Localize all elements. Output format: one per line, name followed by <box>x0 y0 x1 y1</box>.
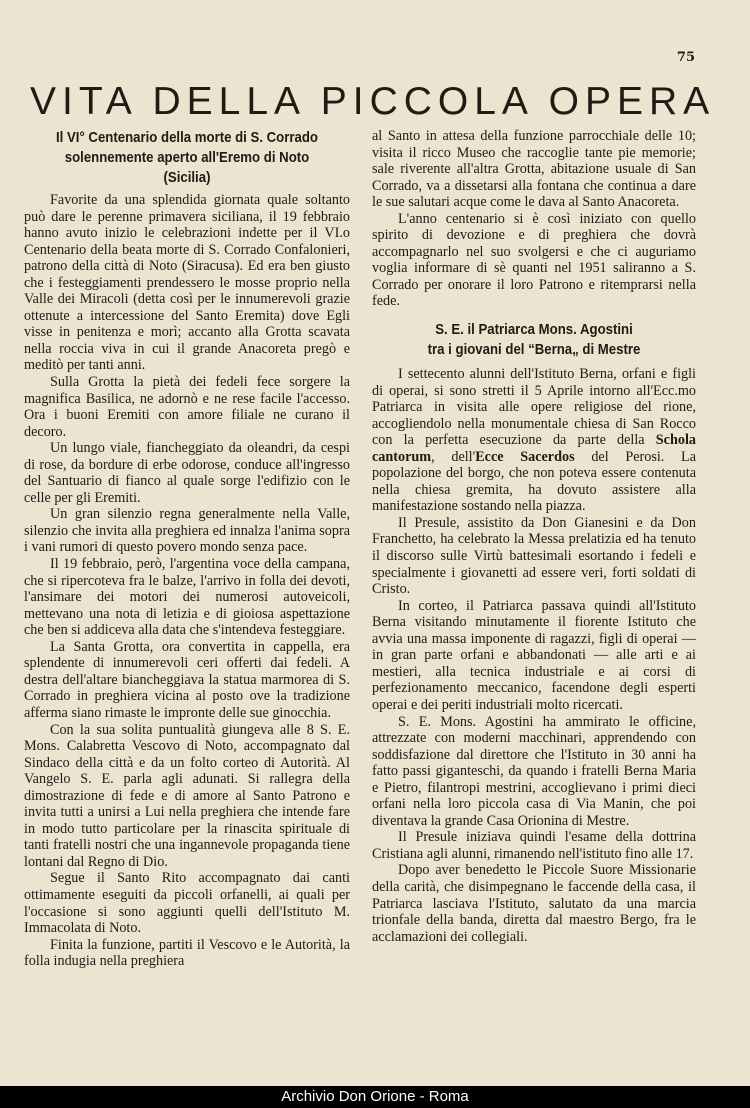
article1-headline-line1: Il VI° Centenario della morte di S. Corrado <box>55 129 318 146</box>
archive-footer: Archivio Don Orione - Roma <box>0 1086 750 1108</box>
article1-headline-line2: solennemente aperto all'Eremo di Noto (Sicilia) <box>64 149 310 186</box>
article1-paragraph: Favorite da una splendida giornata quale soltanto può dare le perenne primavera siciliana, il 19 febbraio hanno avuto inizio le celebrazioni indette per il VI.o Centenario della beata morte di S. Corrado Confalonieri, patrono della città di Noto (Siracusa). Ed era ben giusto che i festeggiamenti prendessero le mosse proprio nella Valle dei Miracoli (detta così per le innumerevoli grazie ottenute a intercessione del Santo Eremita) dove Egli visse in penitenza e morì; accanto alla Grotta scavata nella roccia viva in cui il grande Anacoreta pregò e meditò per tanti anni. <box>24 192 350 374</box>
page-number: 75 <box>676 50 695 65</box>
left-column <box>24 128 350 970</box>
article1-headline <box>44 128 331 188</box>
article1-paragraph: La Santa Grotta, ora convertita in cappella, era splendente di innumerevoli ceri offerti dai fedeli. A destra dell'altare biancheggiava la statua marmorea di S. Corrado in preghiera vicina al posto ove la tradizione afferma siano rimaste le impronte delle sue ginocchia. <box>24 638 350 721</box>
article2-headline-line2: tra i giovani del “Berna„ di Mestre <box>427 341 641 359</box>
article1-paragraph: Il 19 febbraio, però, l'argentina voce della campana, che si ripercoteva fra le balze, l'arrivo in folla dei devoti, l'ansimare dei motori dei numerosi autoveicoli, mettevano una nota di letizia e di gioiosa aspettazione che ben si addiceva alla data che s'intendeva festeggiare. <box>24 556 350 639</box>
article2-p1-connector: , dell' <box>431 448 476 465</box>
article1-closing: L'anno centenario si è così iniziato con quello spirito di devozione e di preghiera che dovrà accompagnarlo nel suo svolgersi e che ci auguriamo voglia informare di sè quanti nel 1951 saliranno a S. Corrado per onorare il loro Patrono e ritemprarsi nella fede. <box>372 210 696 310</box>
article1-paragraph: Finita la funzione, partiti il Vescovo e le Autorità, la folla indugia nella preghiera <box>24 936 350 970</box>
article2-paragraph: In corteo, il Patriarca passava quindi all'Istituto Berna visitando minutamente il fiorente Istituto che avvia una massa imponente di ragazzi, figli di operai — in gran parte orfani e abbandonati — alle arti e ai mestieri, alla tecnica industriale e ai corsi di perfezionamento meccanico, facendone degli esperti operai e dei periti industriali molto ricercati. <box>372 597 696 713</box>
schola-cantorum: Schola cantorum <box>372 432 696 465</box>
article1-paragraph: Un lungo viale, fiancheggiato da oleandri, da cespi di rose, da bordure di erbe odorose, conduce all'ingresso del Santuario di fianco al quale sorge l'edifizio con le celle per gli Eremiti. <box>24 440 350 506</box>
article2-paragraph <box>372 366 696 515</box>
article2-paragraph: S. E. Mons. Agostini ha ammirato le officine, attrezzate con moderni macchinari, apprendendo con soddisfazione dal direttore che l'Istituto in 30 anni ha fatto passi giganteschi, da quando i fratelli Berna Maria e Pietro, filantropi mestrini, accoglievano i primi dieci orfani nella loro piccola casa di Via Manin, che poi diventava la grande Casa Orionina di Mestre. <box>372 713 696 829</box>
right-column <box>372 128 696 945</box>
article1-paragraph: Con la sua solita puntualità giungeva alle 8 S. E. Mons. Calabretta Vescovo di Noto, accompagnato dal Sindaco della città e da un folto corteo di Autorità. Al Vangelo S. E. parla agli adunati. Si rallegra della dimostrazione di fede e di amore al Santo Patrono e invita tutti a unirsi a Lui nella preghiera che intende fare in modo tutto particolare per la rinascita spirituale di tanti fratelli nostri che una ingannevole propaganda tiene lontani dal Regno di Dio. <box>24 721 350 870</box>
article1-paragraph: Un gran silenzio regna generalmente nella Valle, silenzio che invita alla preghiera ed innalza l'anima sopra i vani rumori di questo povero mondo senza pace. <box>24 506 350 556</box>
article2-headline <box>391 320 676 360</box>
article1-continuation: al Santo in attesa della funzione parrocchiale delle 10; visita il ricco Museo che raccoglie tante pie memorie; sale riverente all'altra Grotta, abitazione usuale di San Corrado, va a dissetarsi alla fontana che continua a dare le sue salutari acque come le dava al Santo Anacoreta. <box>372 128 696 211</box>
article2-p1-tail: del Perosi. La popolazione del borgo, che non poteva essere contenuta nella chiesa gremita, ha dovuto assistere alla manifestazione sostando nella piazza. <box>372 448 696 515</box>
article1-paragraph: Sulla Grotta la pietà dei fedeli fece sorgere la magnifica Basilica, ne adornò e ne rese facile l'accesso. Ora i buoni Eremiti con amore filiale ne curano il decoro. <box>24 374 350 440</box>
section-title: VITA DELLA PICCOLA OPERA <box>30 80 716 123</box>
article2-p1-text: I settecento alunni dell'Istituto Berna, orfani e figli di operai, si sono stretti il 5 Aprile intorno all'Ecc.mo Patriarca in visita alle opere religiose del rione, accogliendolo nella monumentale chiesa di San Rocco con la perfetta esecuzione da parte della <box>372 366 696 449</box>
article2-paragraph: Dopo aver benedetto le Piccole Suore Missionarie della carità, che disimpegnano le faccende della casa, il Patriarca lasciava l'Istituto, salutato da una marcia trionfale della banda, diretta dal maestro Bergo, fra le acclamazioni dei collegiali. <box>372 862 696 945</box>
article2-headline-line1: S. E. il Patriarca Mons. Agostini <box>435 321 633 339</box>
article1-paragraph: Segue il Santo Rito accompagnato dai canti ottimamente eseguiti da piccoli orfanelli, ai quali per l'occasione si sono aggiunti quelli dell'Istituto M. Immacolata di Noto. <box>24 870 350 937</box>
article2-paragraph: Il Presule, assistito da Don Gianesini e da Don Franchetto, ha celebrato la Messa prelatizia ed ha tenuto il discorso sulle Virtù battesimali esortando i fedeli e specialmente i giovanetti ad essere veri, forti soldati di Cristo. <box>372 514 696 598</box>
article2-paragraph: Il Presule iniziava quindi l'esame della dottrina Cristiana agli alunni, rimanendo nell'istituto fino alle 17. <box>372 829 696 862</box>
ecce-sacerdos: Ecce Sacerdos <box>475 448 575 465</box>
